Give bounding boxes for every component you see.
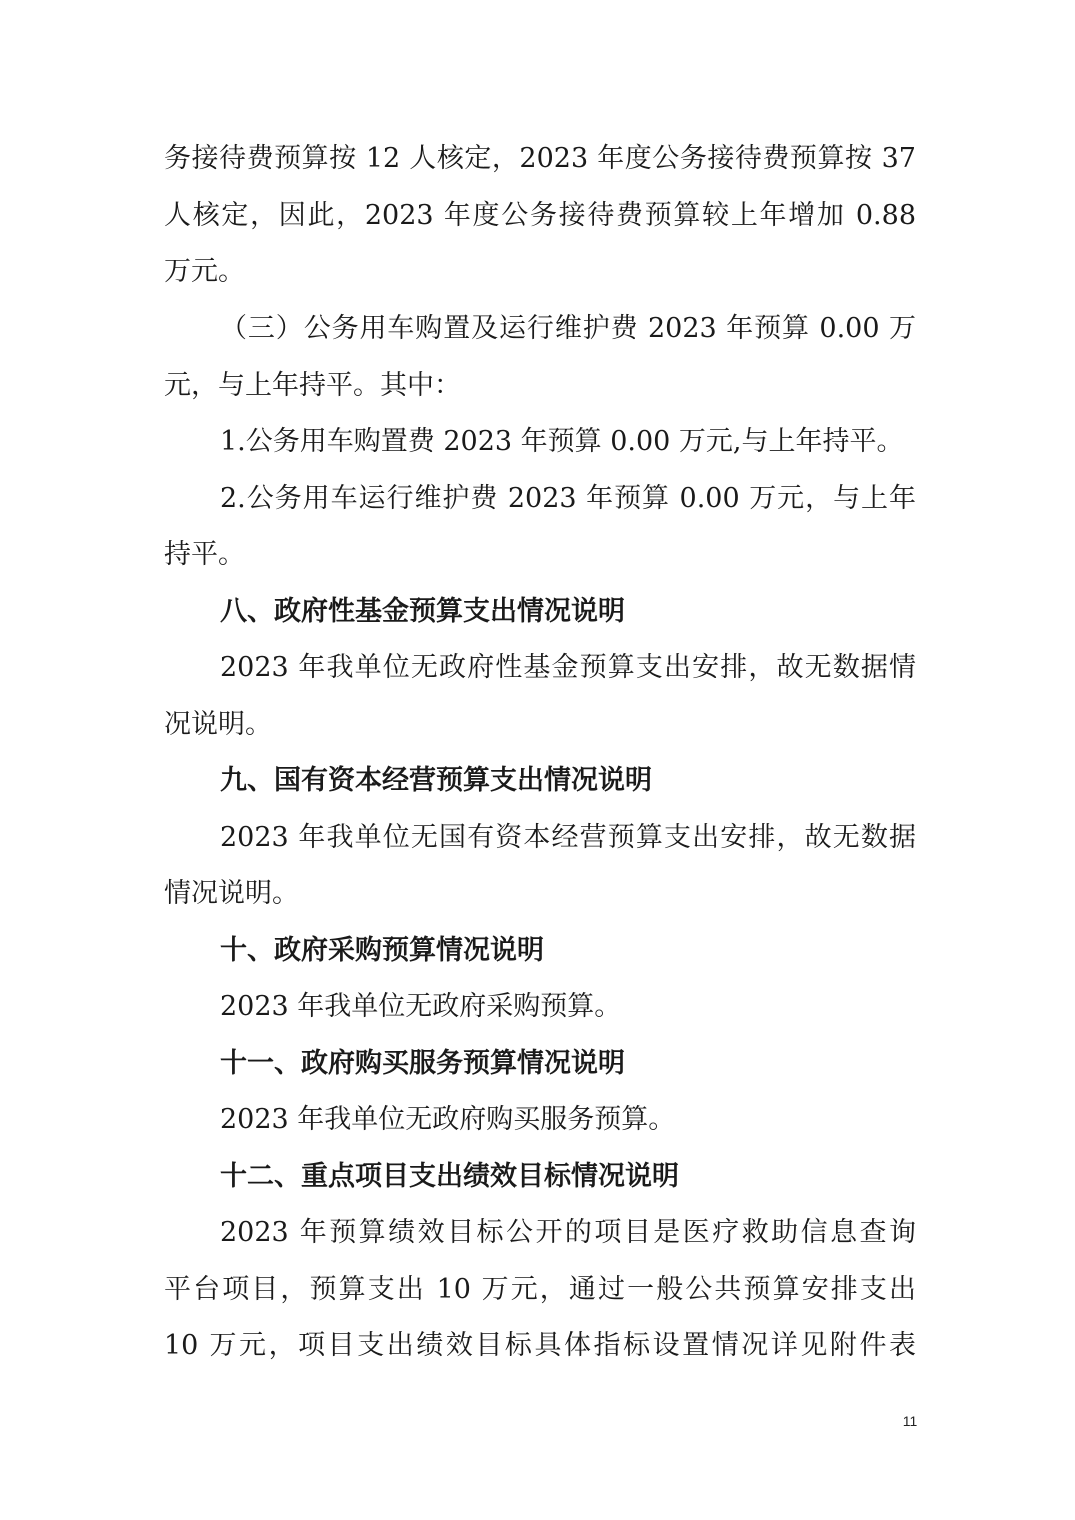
body-text-line: 况说明。 xyxy=(164,709,272,740)
section-heading-8: 八、政府性基金预算支出情况说明 xyxy=(220,596,625,627)
body-text-line: 元，与上年持平。其中： xyxy=(164,370,461,401)
body-text-line: 2023 年我单位无政府性基金预算支出安排，故无数据情 xyxy=(220,652,916,683)
body-text-line: 10 万元，项目支出绩效目标具体指标设置情况详见附件表 xyxy=(164,1330,916,1361)
body-text-line: 人核定，因此，2023 年度公务接待费预算较上年增加 0.88 xyxy=(164,200,916,231)
body-text-line: 平台项目，预算支出 10 万元，通过一般公共预算安排支出 xyxy=(164,1274,916,1305)
body-text-line: 情况说明。 xyxy=(164,878,299,909)
body-text-line: （三）公务用车购置及运行维护费 2023 年预算 0.00 万 xyxy=(220,313,916,344)
body-text-line: 2023 年我单位无政府购买服务预算。 xyxy=(220,1104,676,1135)
body-text-line: 务接待费预算按 12 人核定，2023 年度公务接待费预算按 37 xyxy=(164,143,916,174)
page-number: 11 xyxy=(902,1413,918,1429)
body-text-line: 2023 年我单位无国有资本经营预算支出安排，故无数据 xyxy=(220,822,916,853)
body-text-line: 1.公务用车购置费 2023 年预算 0.00 万元,与上年持平。 xyxy=(220,426,904,457)
section-heading-9: 九、国有资本经营预算支出情况说明 xyxy=(220,765,652,796)
body-text-line: 2023 年我单位无政府采购预算。 xyxy=(220,991,622,1022)
body-text-line: 持平。 xyxy=(164,539,245,570)
body-text-line: 万元。 xyxy=(164,256,245,287)
section-heading-11: 十一、政府购买服务预算情况说明 xyxy=(220,1048,625,1079)
section-heading-10: 十、政府采购预算情况说明 xyxy=(220,935,544,966)
body-text-line: 2023 年预算绩效目标公开的项目是医疗救助信息查询 xyxy=(220,1217,916,1248)
body-text-line: 2.公务用车运行维护费 2023 年预算 0.00 万元，与上年 xyxy=(220,483,916,514)
section-heading-12: 十二、重点项目支出绩效目标情况说明 xyxy=(220,1161,679,1192)
